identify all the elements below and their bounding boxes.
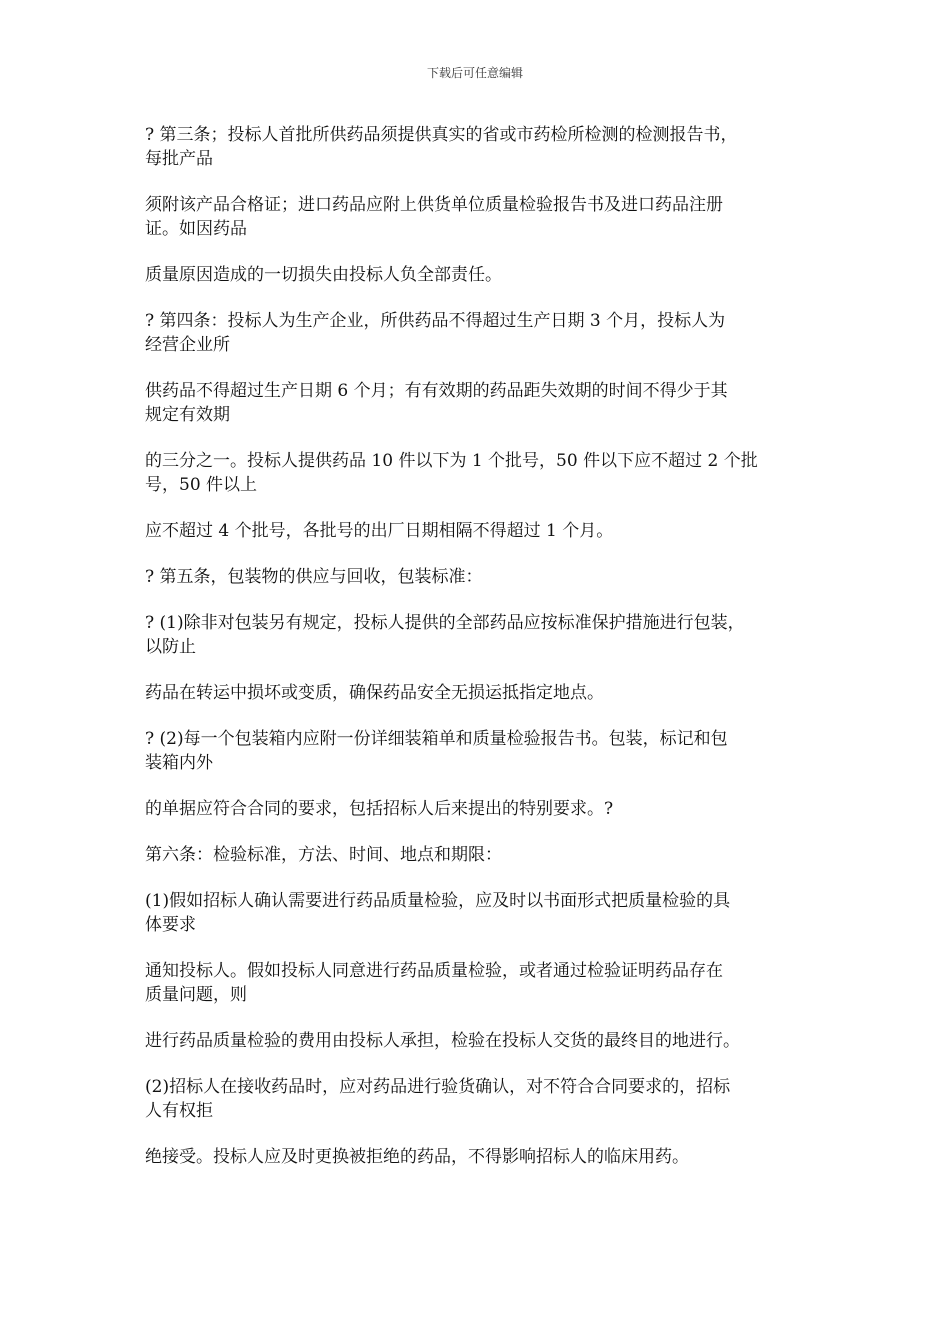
paragraph: ? (1)除非对包装另有规定，投标人提供的全部药品应按标准保护措施进行包装， 以防止 [145, 613, 745, 657]
document-body [145, 123, 825, 1191]
paragraph: 绝接受。投标人应及时更换被拒绝的药品，不得影响招标人的临床用药。 [145, 1147, 689, 1167]
paragraph: ? 第三条；投标人首批所供药品须提供真实的省或市药检所检测的检测报告书， 每批产品 [145, 125, 738, 169]
paragraph: 质量原因造成的一切损失由投标人负全部责任。 [145, 265, 502, 285]
paragraph: 第六条：检验标准，方法、时间、地点和期限： [145, 845, 502, 865]
paragraph: (1)假如招标人确认需要进行药品质量检验，应及时以书面形式把质量检验的具 体要求 [145, 891, 731, 935]
paragraph: ? (2)每一个包装箱内应附一份详细装箱单和质量检验报告书。包装，标记和包 装箱内外 [145, 729, 728, 773]
paragraph: (2)招标人在接收药品时，应对药品进行验货确认，对不符合合同要求的，招标 人有权拒 [145, 1077, 731, 1121]
paragraph: ? 第四条：投标人为生产企业，所供药品不得超过生产日期 3 个月，投标人为 经营企业所 [145, 311, 726, 355]
paragraph: ? 第五条，包装物的供应与回收，包装标准： [145, 567, 483, 587]
paragraph: 须附该产品合格证；进口药品应附上供货单位质量检验报告书及进口药品注册 证。如因药品 [145, 195, 723, 239]
paragraph: 的单据应符合合同的要求，包括招标人后来提出的特别要求。? [145, 799, 614, 819]
paragraph: 供药品不得超过生产日期 6 个月；有有效期的药品距失效期的时间不得少于其 规定有效期 [145, 381, 728, 425]
page-header: 下载后可任意编辑 [426, 66, 523, 80]
paragraph: 应不超过 4 个批号，各批号的出厂日期相隔不得超过 1 个月。 [145, 521, 614, 541]
paragraph: 进行药品质量检验的费用由投标人承担，检验在投标人交货的最终目的地进行。 [145, 1031, 740, 1051]
paragraph: 通知投标人。假如投标人同意进行药品质量检验，或者通过检验证明药品存在 质量问题，则 [145, 961, 723, 1005]
paragraph: 药品在转运中损坏或变质，确保药品安全无损运抵指定地点。 [145, 683, 604, 703]
paragraph: 的三分之一。投标人提供药品 10 件以下为 1 个批号，50 件以下应不超过 2 个批 号，50 件以上 [145, 451, 758, 495]
